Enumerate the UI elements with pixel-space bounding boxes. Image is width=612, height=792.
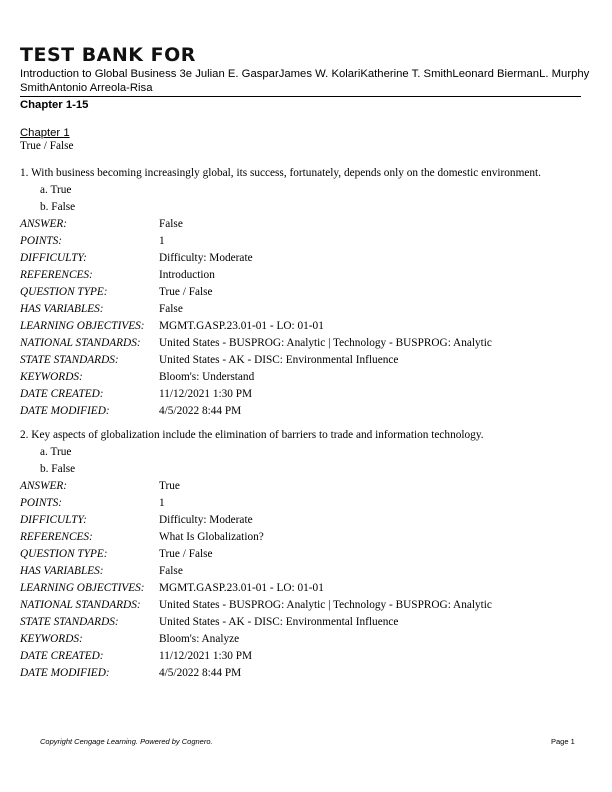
metadata-label: LEARNING OBJECTIVES: <box>20 582 145 594</box>
metadata-value: True <box>159 480 180 492</box>
header-divider <box>20 96 581 97</box>
metadata-label: NATIONAL STANDARDS: <box>20 599 141 611</box>
metadata-value: United States - BUSPROG: Analytic | Technology - BUSPROG: Analytic <box>159 337 492 349</box>
metadata-value: Difficulty: Moderate <box>159 514 253 526</box>
section-type: True / False <box>20 140 74 152</box>
metadata-row <box>20 648 590 665</box>
metadata-row <box>20 403 590 420</box>
footer-page-number: Page 1 <box>551 737 575 746</box>
metadata-row <box>20 614 590 631</box>
metadata-value: True / False <box>159 548 213 560</box>
metadata-row <box>20 318 590 335</box>
metadata-label: STATE STANDARDS: <box>20 616 119 628</box>
metadata-row <box>20 546 590 563</box>
chapter-title: Chapter 1 <box>20 127 70 139</box>
answer-option-b: b. False <box>40 463 76 475</box>
answer-option-a: a. True <box>40 184 72 196</box>
metadata-value: United States - BUSPROG: Analytic | Technology - BUSPROG: Analytic <box>159 599 492 611</box>
metadata-row <box>20 478 590 495</box>
answer-option-a: a. True <box>40 446 72 458</box>
metadata-row <box>20 233 590 250</box>
metadata-label: POINTS: <box>20 497 63 509</box>
metadata-value: True / False <box>159 286 213 298</box>
metadata-value: False <box>159 218 183 230</box>
metadata-value: Bloom's: Understand <box>159 371 255 383</box>
metadata-value: 4/5/2022 8:44 PM <box>159 667 242 679</box>
metadata-value: 11/12/2021 1:30 PM <box>159 650 253 662</box>
metadata-row <box>20 216 590 233</box>
metadata-value: MGMT.GASP.23.01-01 - LO: 01-01 <box>159 320 324 332</box>
metadata-row <box>20 284 590 301</box>
answer-option-b: b. False <box>40 201 76 213</box>
metadata-value: False <box>159 303 183 315</box>
metadata-row <box>20 352 590 369</box>
metadata-row <box>20 386 590 403</box>
metadata-value: 1 <box>159 497 165 509</box>
metadata-label: DIFFICULTY: <box>20 514 87 526</box>
metadata-row <box>20 563 590 580</box>
metadata-label: DATE MODIFIED: <box>20 405 110 417</box>
metadata-label: DATE MODIFIED: <box>20 667 110 679</box>
metadata-label: ANSWER: <box>20 480 68 492</box>
banner-title: TEST BANK FOR <box>20 44 196 66</box>
question-stem: 2. Key aspects of globalization include the elimination of barriers to trade and information technology. <box>20 429 484 441</box>
metadata-row <box>20 580 590 597</box>
metadata-label: DATE CREATED: <box>20 650 104 662</box>
metadata-value: Introduction <box>159 269 215 281</box>
metadata-row <box>20 335 590 352</box>
metadata-label: LEARNING OBJECTIVES: <box>20 320 145 332</box>
metadata-label: ANSWER: <box>20 218 68 230</box>
book-subtitle: Introduction to Global Business 3e Julian E. GasparJames W. KolariKatherine T. SmithLeonard BiermanL. Murphy SmithAntonio Arreola-Risa <box>20 68 590 94</box>
chapter-range: Chapter 1-15 <box>20 99 89 111</box>
metadata-value: 4/5/2022 8:44 PM <box>159 405 242 417</box>
metadata-label: QUESTION TYPE: <box>20 548 108 560</box>
metadata-value: United States - AK - DISC: Environmental Influence <box>159 354 399 366</box>
metadata-label: NATIONAL STANDARDS: <box>20 337 141 349</box>
metadata-value: 1 <box>159 235 165 247</box>
metadata-row <box>20 267 590 284</box>
metadata-value: False <box>159 565 183 577</box>
metadata-label: KEYWORDS: <box>20 371 83 383</box>
metadata-row <box>20 250 590 267</box>
metadata-label: QUESTION TYPE: <box>20 286 108 298</box>
metadata-label: HAS VARIABLES: <box>20 303 104 315</box>
metadata-row <box>20 597 590 614</box>
metadata-value: 11/12/2021 1:30 PM <box>159 388 253 400</box>
metadata-label: POINTS: <box>20 235 63 247</box>
metadata-row <box>20 512 590 529</box>
metadata-label: STATE STANDARDS: <box>20 354 119 366</box>
question-metadata <box>20 478 590 682</box>
metadata-value: MGMT.GASP.23.01-01 - LO: 01-01 <box>159 582 324 594</box>
metadata-label: DIFFICULTY: <box>20 252 87 264</box>
metadata-row <box>20 495 590 512</box>
metadata-row <box>20 665 590 682</box>
metadata-value: United States - AK - DISC: Environmental Influence <box>159 616 399 628</box>
metadata-value: What Is Globalization? <box>159 531 264 543</box>
metadata-label: REFERENCES: <box>20 531 93 543</box>
question-metadata <box>20 216 590 420</box>
question-2 <box>20 427 590 682</box>
metadata-row <box>20 301 590 318</box>
metadata-value: Difficulty: Moderate <box>159 252 253 264</box>
question-stem: 1. With business becoming increasingly global, its success, fortunately, depends only on the domestic environment. <box>20 167 541 179</box>
metadata-label: DATE CREATED: <box>20 388 104 400</box>
footer-copyright: Copyright Cengage Learning. Powered by Cognero. <box>40 737 213 746</box>
metadata-label: HAS VARIABLES: <box>20 565 104 577</box>
metadata-row <box>20 369 590 386</box>
metadata-row <box>20 529 590 546</box>
metadata-label: KEYWORDS: <box>20 633 83 645</box>
metadata-value: Bloom's: Analyze <box>159 633 240 645</box>
question-1 <box>20 165 590 420</box>
metadata-row <box>20 631 590 648</box>
metadata-label: REFERENCES: <box>20 269 93 281</box>
